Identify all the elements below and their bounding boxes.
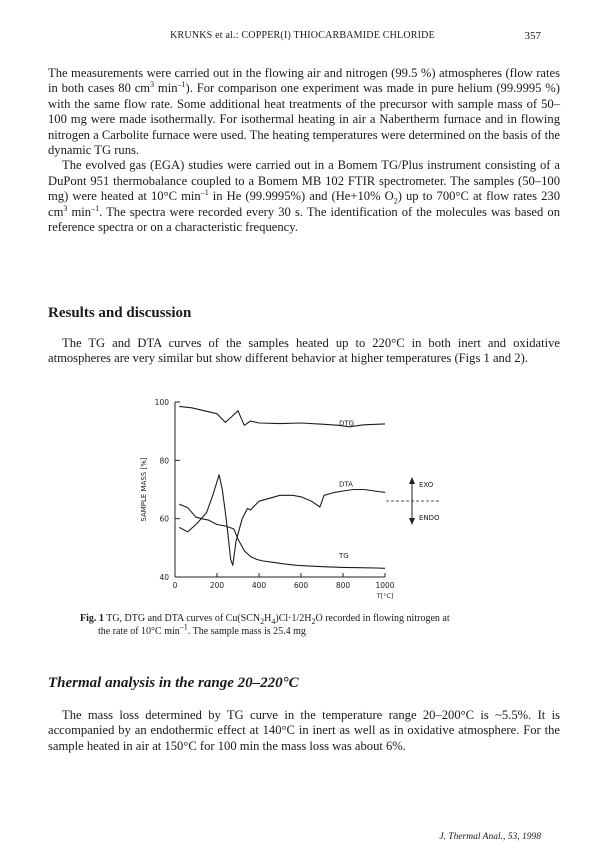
p2-text-b: in He (99.9995%) and (He+10% O [208,189,394,204]
p1-text-b: min [154,81,178,96]
thermal-text [48,708,560,754]
endo-arrow-head [409,518,415,525]
p2-text-e: . The spectra were recorded every 30 s. The identification of the molecules was based on reference spectra or on a characteristic frequency. [48,204,560,235]
caption-text-f: . The sample mass is 25.4 mg [187,626,306,637]
paragraph-ega [48,158,560,235]
figure-caption [80,612,530,638]
x-axis-label: T[°C] [376,592,394,600]
endo-label: ENDO [419,514,440,522]
x-tick-label: 1000 [375,581,395,590]
journal-footer: J. Thermal Anal., 53, 1998 [439,832,541,842]
series-label-dta: DTA [339,480,353,489]
p2-text-d: min [67,204,92,219]
sup-minus-1: –1 [177,80,186,90]
results-text [48,336,560,367]
sup-3: 3 [63,203,68,213]
page-number: 357 [524,30,541,42]
p2-text-c: ) up to 700°C at flow rates 230 cm [48,189,560,219]
caption-text-d: O recorded in flowing nitrogen at [315,613,450,624]
running-header [0,30,605,44]
y-tick-label: 60 [159,514,169,524]
series-label-dtg: DTG [339,419,355,428]
caption-text-b: H [264,613,272,624]
exo-arrow-head [409,477,415,484]
section-heading-results: Results and discussion [48,305,192,321]
caption-text-a: TG, DTG and DTA curves of Cu(SCN [103,613,261,624]
series-label-tg: TG [339,552,349,561]
sup-minus-1: –1 [91,203,100,213]
tg-dtg-dta-chart [130,392,530,612]
sub-2: 2 [393,196,398,206]
caption-label: Fig. 1 [80,613,104,624]
methods-text [48,66,560,235]
paragraph-tg-dta: The TG and DTA curves of the samples heated up to 220°C in both inert and oxidative atmospheres are very similar but show different behavior at higher temperatures (Figs 1 and 2). [48,336,560,366]
figure-1 [130,392,530,612]
exo-label: EXO [419,481,434,489]
p1-text-a: The measurements were carried out in the flowing air and nitrogen (99.5 %) atmospheres (flow rates in both cases 80 cm [48,66,560,96]
caption-sub-2b: 2 [311,617,316,626]
x-tick-label: 200 [209,581,225,590]
x-tick-label: 400 [251,581,267,590]
caption-sup-minus-1: –1 [179,622,188,632]
p2-text-a: The evolved gas (EGA) studies were carried out in a Bomem TG/Plus instrument consisting of a DuPont 951 thermobalance coupled to a Bomem MB 102 FTIR spectrometer. The samples (50–100 mg) were heated at 10°C min [48,158,560,204]
running-title: KRUNKS et al.: COPPER(I) THIOCARBAMIDE CHLORIDE [170,30,435,41]
x-tick-label: 0 [172,581,178,590]
y-tick-label: 80 [159,456,169,466]
paragraph-mass-loss: The mass loss determined by TG curve in the temperature range 20–200°C is ~5.5%. It is accompanied by an endothermic effect at 140°C in inert as well as in oxidative atmosphere. For the sample heated in air at 150°C for 100 min the mass loss was about 6%. [48,708,560,753]
p1-text-c: ). For comparison one experiment was made in pure helium (99.9995 %) with the same flow rate. Some additional heat treatments of the precursor with sample mass of 50–100 mg were made isothermally. For isothermal heating in air a Nabertherm furnace and in flowing nitrogen a Carbolite furnace were used. The heating temperatures were determined on the basis of the dynamic TG runs. [48,81,560,158]
y-tick-label: 40 [159,573,169,582]
x-tick-label: 800 [335,581,351,590]
series-line-dta [179,475,385,565]
caption-sub-4: 4 [271,617,276,626]
x-tick-label: 600 [293,581,309,590]
series-line-dtg [179,406,385,426]
paragraph-atmospheres [48,66,560,158]
caption-text-c: )Cl·1/2H [275,613,312,624]
caption-sub-2: 2 [260,617,265,626]
caption-text-e: the rate of 10°C min [98,626,180,637]
sup-minus-1: –1 [200,188,209,198]
subsection-heading-thermal: Thermal analysis in the range 20–220°C [48,675,299,691]
sup-3: 3 [150,80,155,90]
series-line-tg [179,504,385,568]
y-tick-label: 100 [154,398,169,407]
y-axis-label: SAMPLE MASS [%] [140,457,148,522]
